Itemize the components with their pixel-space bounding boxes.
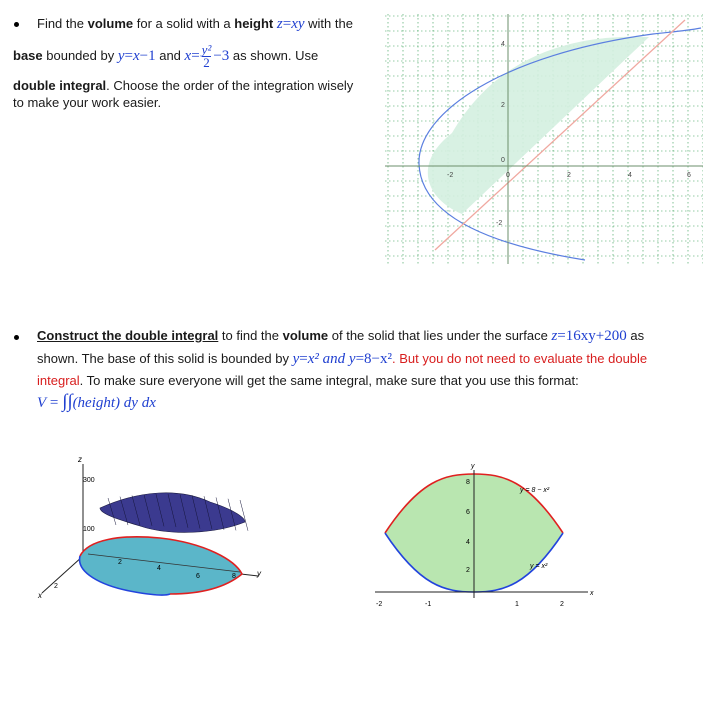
bullet-1 [14, 22, 19, 27]
graph2-xtick: 1 [515, 601, 519, 608]
x-axis-3d [42, 556, 83, 593]
upper-curve-label: y = 8 − x² [520, 487, 550, 494]
problem2-line1: Construct the double integral to find the volume of the solid that lies under the surface z=16xy+200 as [37, 328, 645, 344]
graph2-y-label: y [471, 463, 475, 470]
graph2-xtick: -2 [376, 601, 383, 608]
graph2-ytick: 6 [466, 509, 470, 516]
label-300: 300 [83, 477, 95, 484]
graph1-xtick: 2 [567, 172, 571, 179]
graph2-ytick: 4 [466, 539, 470, 546]
graph-region-1 [385, 14, 703, 266]
graph2-ytick: 8 [466, 479, 470, 486]
tick-4: 4 [157, 565, 161, 572]
graph2-xtick: 2 [560, 601, 564, 608]
tick-6: 6 [196, 573, 200, 580]
problem1-line3: double integral. Choose the order of the integration wisely [13, 78, 354, 93]
graph1-xtick: 4 [628, 172, 632, 179]
graph1-ytick: 2 [501, 102, 505, 109]
lower-curve-label: y = x² [530, 563, 548, 570]
problem1-line1: Find the volume for a solid with a height z=xy with the [37, 16, 353, 32]
graph1-xtick: 0 [506, 172, 510, 179]
label-100: 100 [83, 526, 95, 533]
tick-x-2: 2 [54, 583, 58, 590]
bullet-2 [14, 335, 19, 340]
problem2-line3: integral. To make sure everyone will get the same integral, make sure that you use this format: [37, 373, 579, 388]
z-label: z [78, 455, 82, 464]
problem2-line2: shown. The base of this solid is bounded by y=x² and y=8−x². But you do not need to evaluate the double [37, 351, 648, 367]
graph2-xtick: -1 [425, 601, 432, 608]
graph2-ytick: 2 [466, 567, 470, 574]
problem1-line2: base bounded by y=x−1 and x= $\frac{\text{y²}}{2}$ −3 as shown. Use [13, 42, 319, 71]
graph1-ytick: 0 [501, 157, 505, 164]
tick-8: 8 [232, 573, 236, 580]
tick-2: 2 [118, 559, 122, 566]
graph2-x-label: x [590, 590, 594, 597]
graph1-ytick: -2 [496, 220, 503, 227]
fraction-y2-over-2: $\frac{\text{y²}}{2}$ [201, 42, 212, 71]
graph-3d [30, 448, 270, 608]
graph1-xtick: 6 [687, 172, 691, 179]
integral-format: V = ∫∫(height) dy dx [37, 391, 156, 412]
y-label: y [257, 569, 261, 578]
graph1-grid [385, 14, 703, 264]
graph1-xtick: -2 [447, 172, 454, 179]
graph-region-2 [370, 460, 600, 610]
x-label: x [38, 591, 42, 600]
graph1-ytick: 4 [501, 41, 505, 48]
mesh-line [240, 500, 248, 531]
problem1-line4: to make your work easier. [13, 95, 162, 110]
graph1-region-fill [428, 37, 649, 214]
